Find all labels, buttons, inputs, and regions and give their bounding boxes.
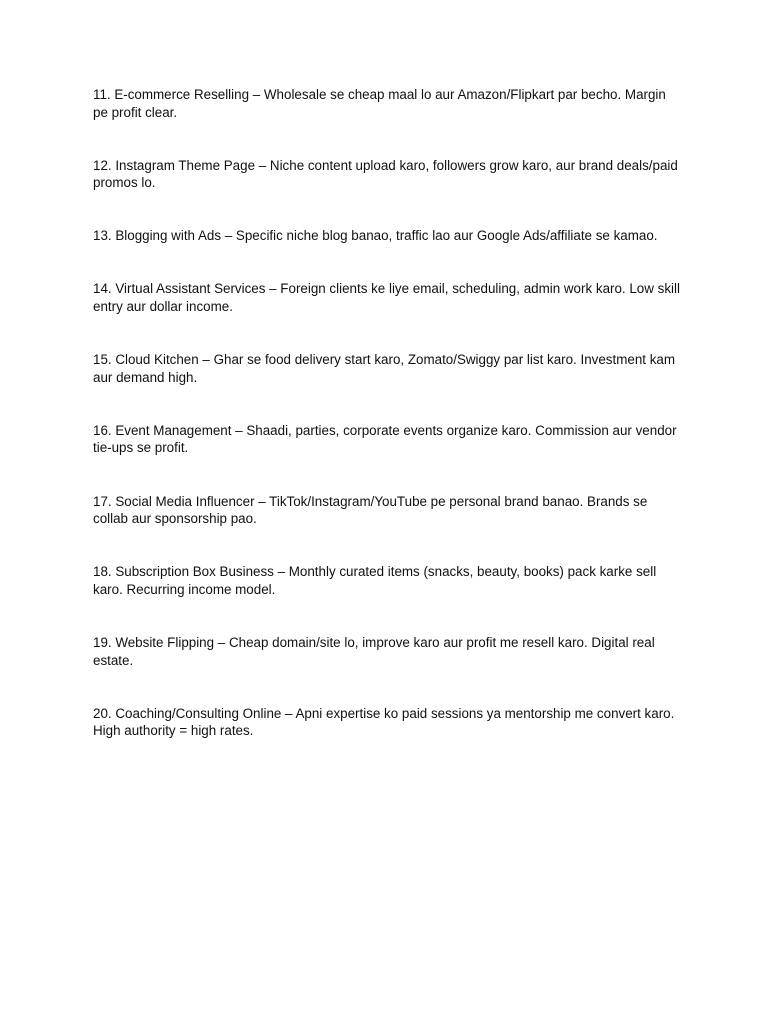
list-item-12: 12. Instagram Theme Page – Niche content upload karo, followers grow karo, aur brand deals/paid promos lo. — [93, 157, 678, 191]
list-item-13: 13. Blogging with Ads – Specific niche blog banao, traffic lao aur Google Ads/affiliate se kamao. — [93, 228, 658, 244]
list-item-14: 14. Virtual Assistant Services – Foreign clients ke liye email, scheduling, admin work karo. Low skill entry aur dollar income. — [93, 281, 680, 315]
list-item-17: 17. Social Media Influencer – TikTok/Instagram/YouTube pe personal brand banao. Brands se collab aur sponsorship pao. — [93, 493, 648, 527]
list-item-20: 20. Coaching/Consulting Online – Apni expertise ko paid sessions ya mentorship me convert karo. High authority = high rates. — [93, 705, 675, 739]
list-item-16: 16. Event Management – Shaadi, parties, corporate events organize karo. Commission aur vendor tie-ups se profit. — [93, 422, 677, 456]
list-item-11: 11. E-commerce Reselling – Wholesale se cheap maal lo aur Amazon/Flipkart par becho. Margin pe profit clear. — [93, 87, 666, 120]
list-item-18: 18. Subscription Box Business – Monthly curated items (snacks, beauty, books) pack karke sell karo. Recurring income model. — [93, 564, 657, 597]
list-item-15: 15. Cloud Kitchen – Ghar se food delivery start karo, Zomato/Swiggy par list karo. Investment kam aur demand high. — [93, 352, 676, 385]
list-item-19: 19. Website Flipping – Cheap domain/site lo, improve karo aur profit me resell karo. Digital real estate. — [93, 634, 655, 668]
